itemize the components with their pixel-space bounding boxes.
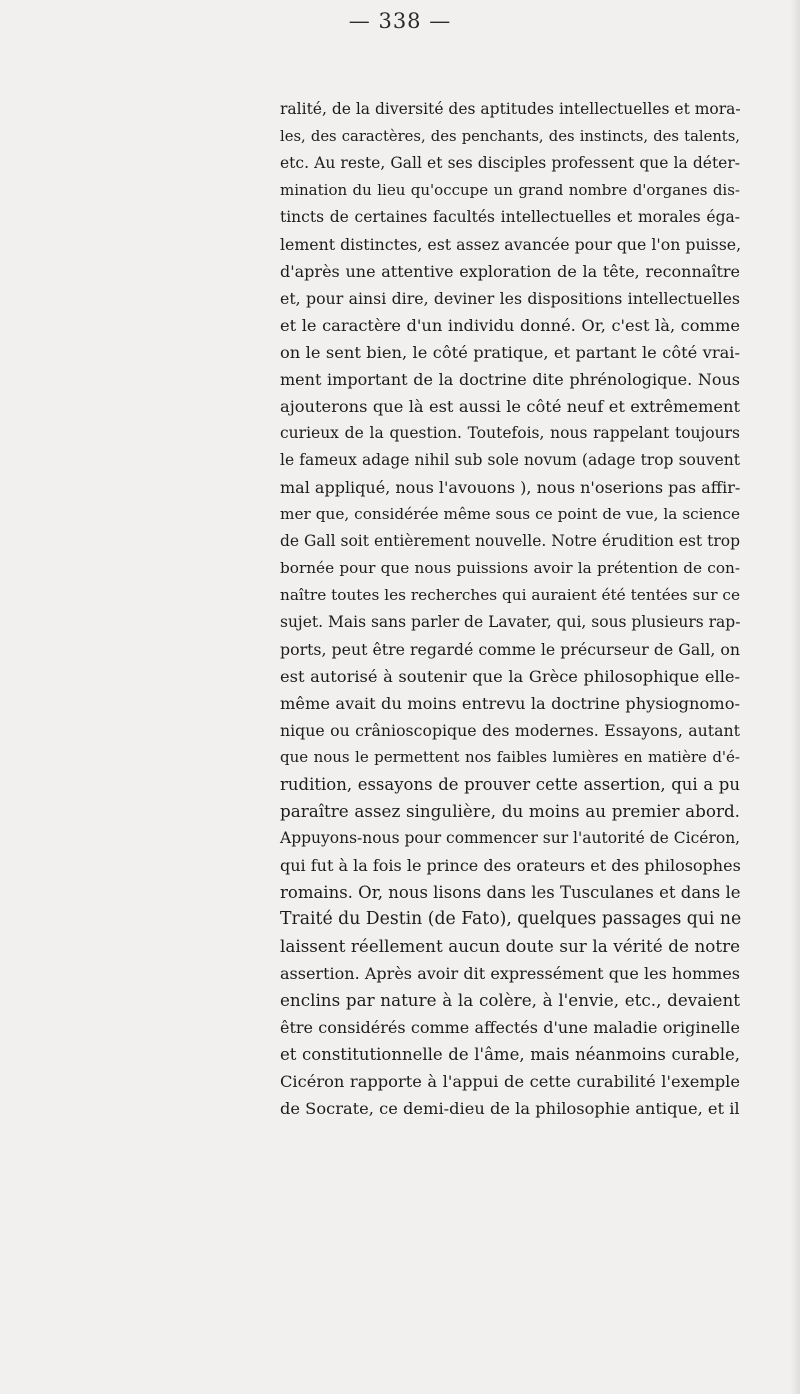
text-line: Traité du Destin (de Fato), quelques passages qui ne bbox=[280, 909, 742, 929]
text-line: que nous le permettent nos faibles lumières en matière d'é- bbox=[280, 748, 740, 766]
text-line: les, des caractères, des penchants, des instincts, des talents, bbox=[280, 128, 740, 145]
text-line: et le caractère d'un individu donné. Or, c'est là, comme bbox=[280, 316, 740, 335]
text-line: ajouterons que là est aussi le côté neuf et extrêmement bbox=[280, 397, 740, 416]
text-line: d'après une attentive exploration de la tête, reconnaître bbox=[280, 262, 740, 281]
text-line: romains. Or, nous lisons dans les Tusculanes et dans le bbox=[280, 883, 741, 902]
text-line: Cicéron rapporte à l'appui de cette curabilité l'exemple bbox=[280, 1072, 740, 1091]
text-line: être considérés comme affectés d'une maladie originelle bbox=[280, 1018, 740, 1037]
text-line: de Gall soit entièrement nouvelle. Notre érudition est trop bbox=[280, 532, 740, 550]
text-line: Appuyons-nous pour commencer sur l'autorité de Cicéron, bbox=[280, 829, 741, 847]
text-line: qui fut à la fois le prince des orateurs et des philosophes bbox=[280, 856, 741, 875]
body-text bbox=[280, 96, 740, 1122]
text-line: est autorisé à soutenir que la Grèce philosophique elle- bbox=[280, 667, 740, 686]
text-line: etc. Au reste, Gall et ses disciples professent que la déter- bbox=[280, 154, 740, 172]
text-line: nique ou crânioscopique des modernes. Essayons, autant bbox=[280, 721, 740, 740]
text-line: ment important de la doctrine dite phrénologique. Nous bbox=[280, 370, 740, 389]
text-line: et constitutionnelle de l'âme, mais néanmoins curable, bbox=[280, 1045, 740, 1064]
text-line: sujet. Mais sans parler de Lavater, qui, sous plusieurs rap- bbox=[280, 613, 741, 631]
page-edge-shadow bbox=[790, 0, 800, 1394]
text-line: laissent réellement aucun doute sur la vérité de notre bbox=[280, 936, 740, 956]
text-line: ports, peut être regardé comme le précurseur de Gall, on bbox=[280, 640, 740, 659]
text-line: mer que, considérée même sous ce point de vue, la science bbox=[280, 505, 740, 523]
text-line: même avait du moins entrevu la doctrine physiognomo- bbox=[280, 694, 740, 713]
text-line: mination du lieu qu'occupe un grand nombre d'organes dis- bbox=[280, 181, 740, 199]
text-line: naître toutes les recherches qui auraient été tentées sur ce bbox=[280, 586, 740, 604]
text-line: assertion. Après avoir dit expressément que les hommes bbox=[280, 964, 740, 983]
page-number: — 338 — bbox=[348, 9, 452, 33]
text-line: lement distinctes, est assez avancée pour que l'on puisse, bbox=[280, 235, 742, 254]
text-line: tincts de certaines facultés intellectuelles et morales éga- bbox=[280, 208, 740, 226]
text-line: rudition, essayons de prouver cette assertion, qui a pu bbox=[280, 775, 740, 794]
text-line: ralité, de la diversité des aptitudes intellectuelles et mora- bbox=[280, 100, 741, 118]
text-line: de Socrate, ce demi-dieu de la philosophie antique, et il bbox=[280, 1099, 740, 1118]
text-line: enclins par nature à la colère, à l'envie, etc., devaient bbox=[280, 990, 740, 1010]
text-line: on le sent bien, le côté pratique, et partant le côté vrai- bbox=[280, 343, 740, 362]
text-line: paraître assez singulière, du moins au premier abord. bbox=[280, 801, 740, 821]
text-line: le fameux adage nihil sub sole novum (adage trop souvent bbox=[280, 451, 740, 469]
text-line: bornée pour que nous puissions avoir la prétention de con- bbox=[280, 559, 740, 577]
text-line: curieux de la question. Toutefois, nous rappelant toujours bbox=[280, 424, 740, 442]
text-line: et, pour ainsi dire, deviner les dispositions intellectuelles bbox=[280, 289, 740, 308]
text-line: mal appliqué, nous l'avouons ), nous n'oserions pas affir- bbox=[280, 478, 741, 497]
